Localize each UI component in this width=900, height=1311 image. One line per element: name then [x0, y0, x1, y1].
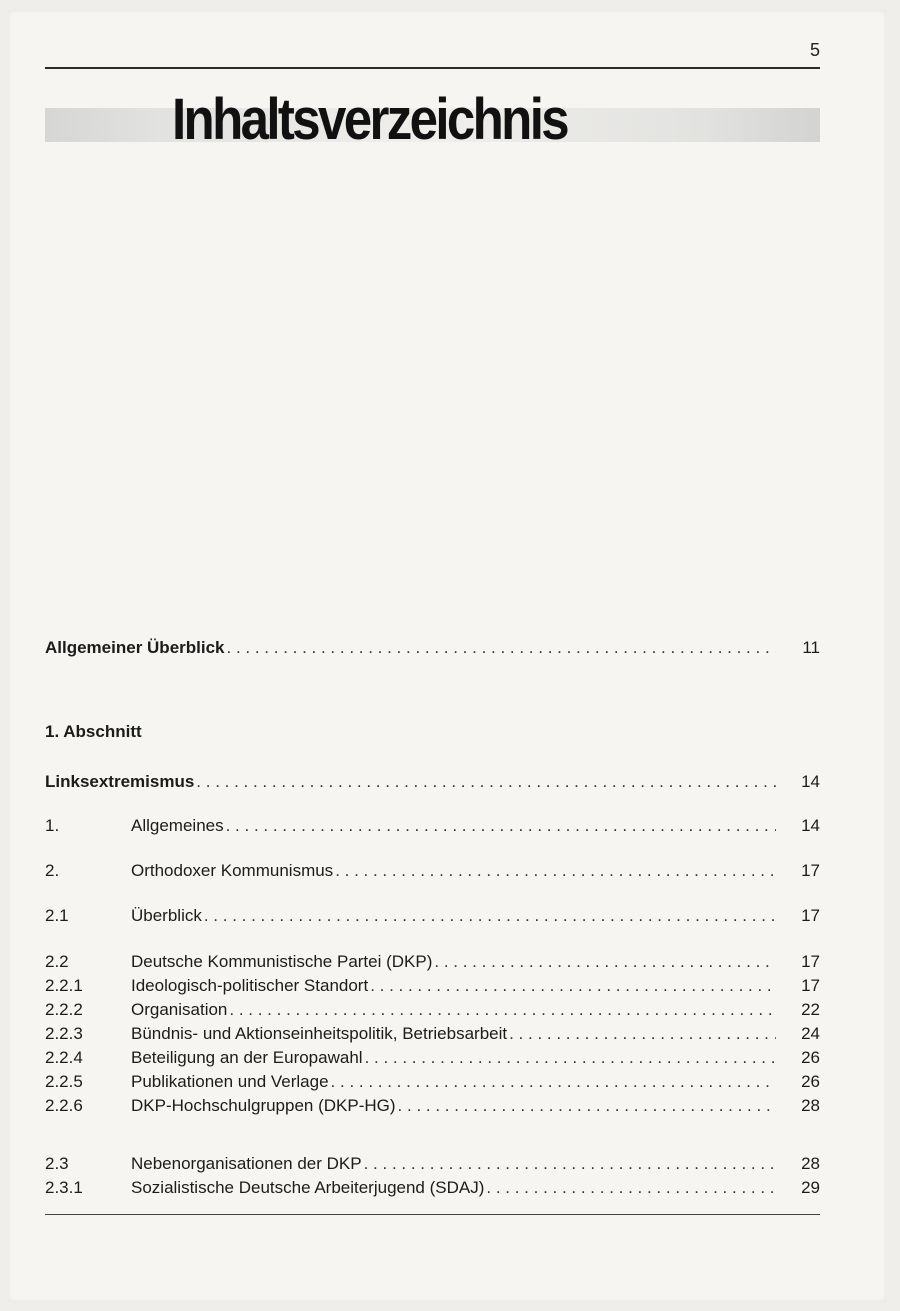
toc-entry [45, 1153, 820, 1175]
toc-entry [45, 951, 820, 973]
page-number: 5 [809, 40, 820, 60]
toc-entry-label: Orthodoxer Kommunismus [131, 861, 334, 880]
toc-entry-label: Bündnis- und Aktionseinheitspolitik, Betriebsarbeit [131, 1024, 508, 1043]
toc-entry [45, 999, 820, 1021]
toc-entry-page: 22 [801, 1000, 820, 1019]
leader-dots [509, 1023, 776, 1045]
section-heading: 1. Abschnitt [45, 722, 142, 741]
toc-entry [45, 1095, 820, 1117]
toc-entry-page: 17 [801, 861, 820, 880]
toc-entry-label: Ideologisch-politischer Standort [131, 976, 369, 995]
toc-entry-label: Beteiligung an der Europawahl [131, 1048, 363, 1067]
leader-dots [335, 860, 776, 882]
toc-entry-number: 2.2.5 [45, 1072, 83, 1091]
toc-entry-page: 28 [801, 1096, 820, 1115]
leader-dots [196, 771, 776, 793]
leader-dots [434, 951, 776, 973]
toc-entry-page: 14 [801, 772, 820, 791]
toc-entry-page: 17 [801, 976, 820, 995]
toc-entry-page: 29 [801, 1178, 820, 1197]
toc-entry-page: 26 [801, 1072, 820, 1091]
toc-entry-label: DKP-Hochschulgruppen (DKP-HG) [131, 1096, 396, 1115]
toc-entry-label: Publikationen und Verlage [131, 1072, 329, 1091]
toc-entry-number: 2.2.1 [45, 976, 83, 995]
toc-entry-label: Sozialistische Deutsche Arbeiterjugend (SDAJ) [131, 1178, 485, 1197]
toc-entry-label: Linksextremismus [45, 772, 195, 791]
toc-entry-number: 2. [45, 861, 60, 880]
leader-dots [331, 1071, 776, 1093]
toc-entry [45, 905, 820, 927]
page-title: Inhaltsverzeichnis [172, 87, 567, 152]
leader-dots [204, 905, 776, 927]
toc-entry [45, 1071, 820, 1093]
toc-entry-label: Überblick [131, 906, 202, 925]
toc-entry-page: 24 [801, 1024, 820, 1043]
leader-dots [229, 999, 776, 1021]
leader-dots [365, 1047, 776, 1069]
leader-dots [398, 1095, 776, 1117]
toc-entry-number: 2.3 [45, 1154, 69, 1173]
toc-entry-page: 17 [801, 952, 820, 971]
toc-entry [45, 815, 820, 837]
toc-entry-number: 2.2.6 [45, 1096, 83, 1115]
toc-entry-page: 14 [801, 816, 820, 835]
toc-entry-page: 17 [801, 906, 820, 925]
toc-entry-number: 2.2.3 [45, 1024, 83, 1043]
toc-entry-label: Organisation [131, 1000, 228, 1019]
toc-entry-overview [45, 637, 820, 659]
toc-entry-page: 11 [802, 638, 820, 657]
toc-entry-number: 2.1 [45, 906, 69, 925]
toc-entry [45, 860, 820, 882]
toc-entry-number: 2.2.2 [45, 1000, 83, 1019]
toc-entry-number: 2.2 [45, 952, 69, 971]
toc-entry [45, 1023, 820, 1045]
toc-entry [45, 975, 820, 997]
toc-entry [45, 1177, 820, 1199]
toc-entry-label: Allgemeines [131, 816, 224, 835]
toc-entry-page: 28 [801, 1154, 820, 1173]
toc-entry [45, 1047, 820, 1069]
leader-dots [227, 637, 776, 659]
toc-entry [45, 771, 820, 793]
bottom-rule [45, 1214, 820, 1215]
leader-dots [486, 1177, 776, 1199]
top-rule [45, 67, 820, 69]
toc-entry-number: 2.2.4 [45, 1048, 83, 1067]
toc-entry-page: 26 [801, 1048, 820, 1067]
leader-dots [370, 975, 776, 997]
toc-entry-label: Allgemeiner Überblick [45, 638, 225, 657]
leader-dots [364, 1153, 776, 1175]
toc-entry-label: Deutsche Kommunistische Partei (DKP) [131, 952, 433, 971]
leader-dots [226, 815, 776, 837]
toc-entry-number: 1. [45, 816, 60, 835]
toc-entry-number: 2.3.1 [45, 1178, 83, 1197]
toc-entry-label: Nebenorganisationen der DKP [131, 1154, 362, 1173]
